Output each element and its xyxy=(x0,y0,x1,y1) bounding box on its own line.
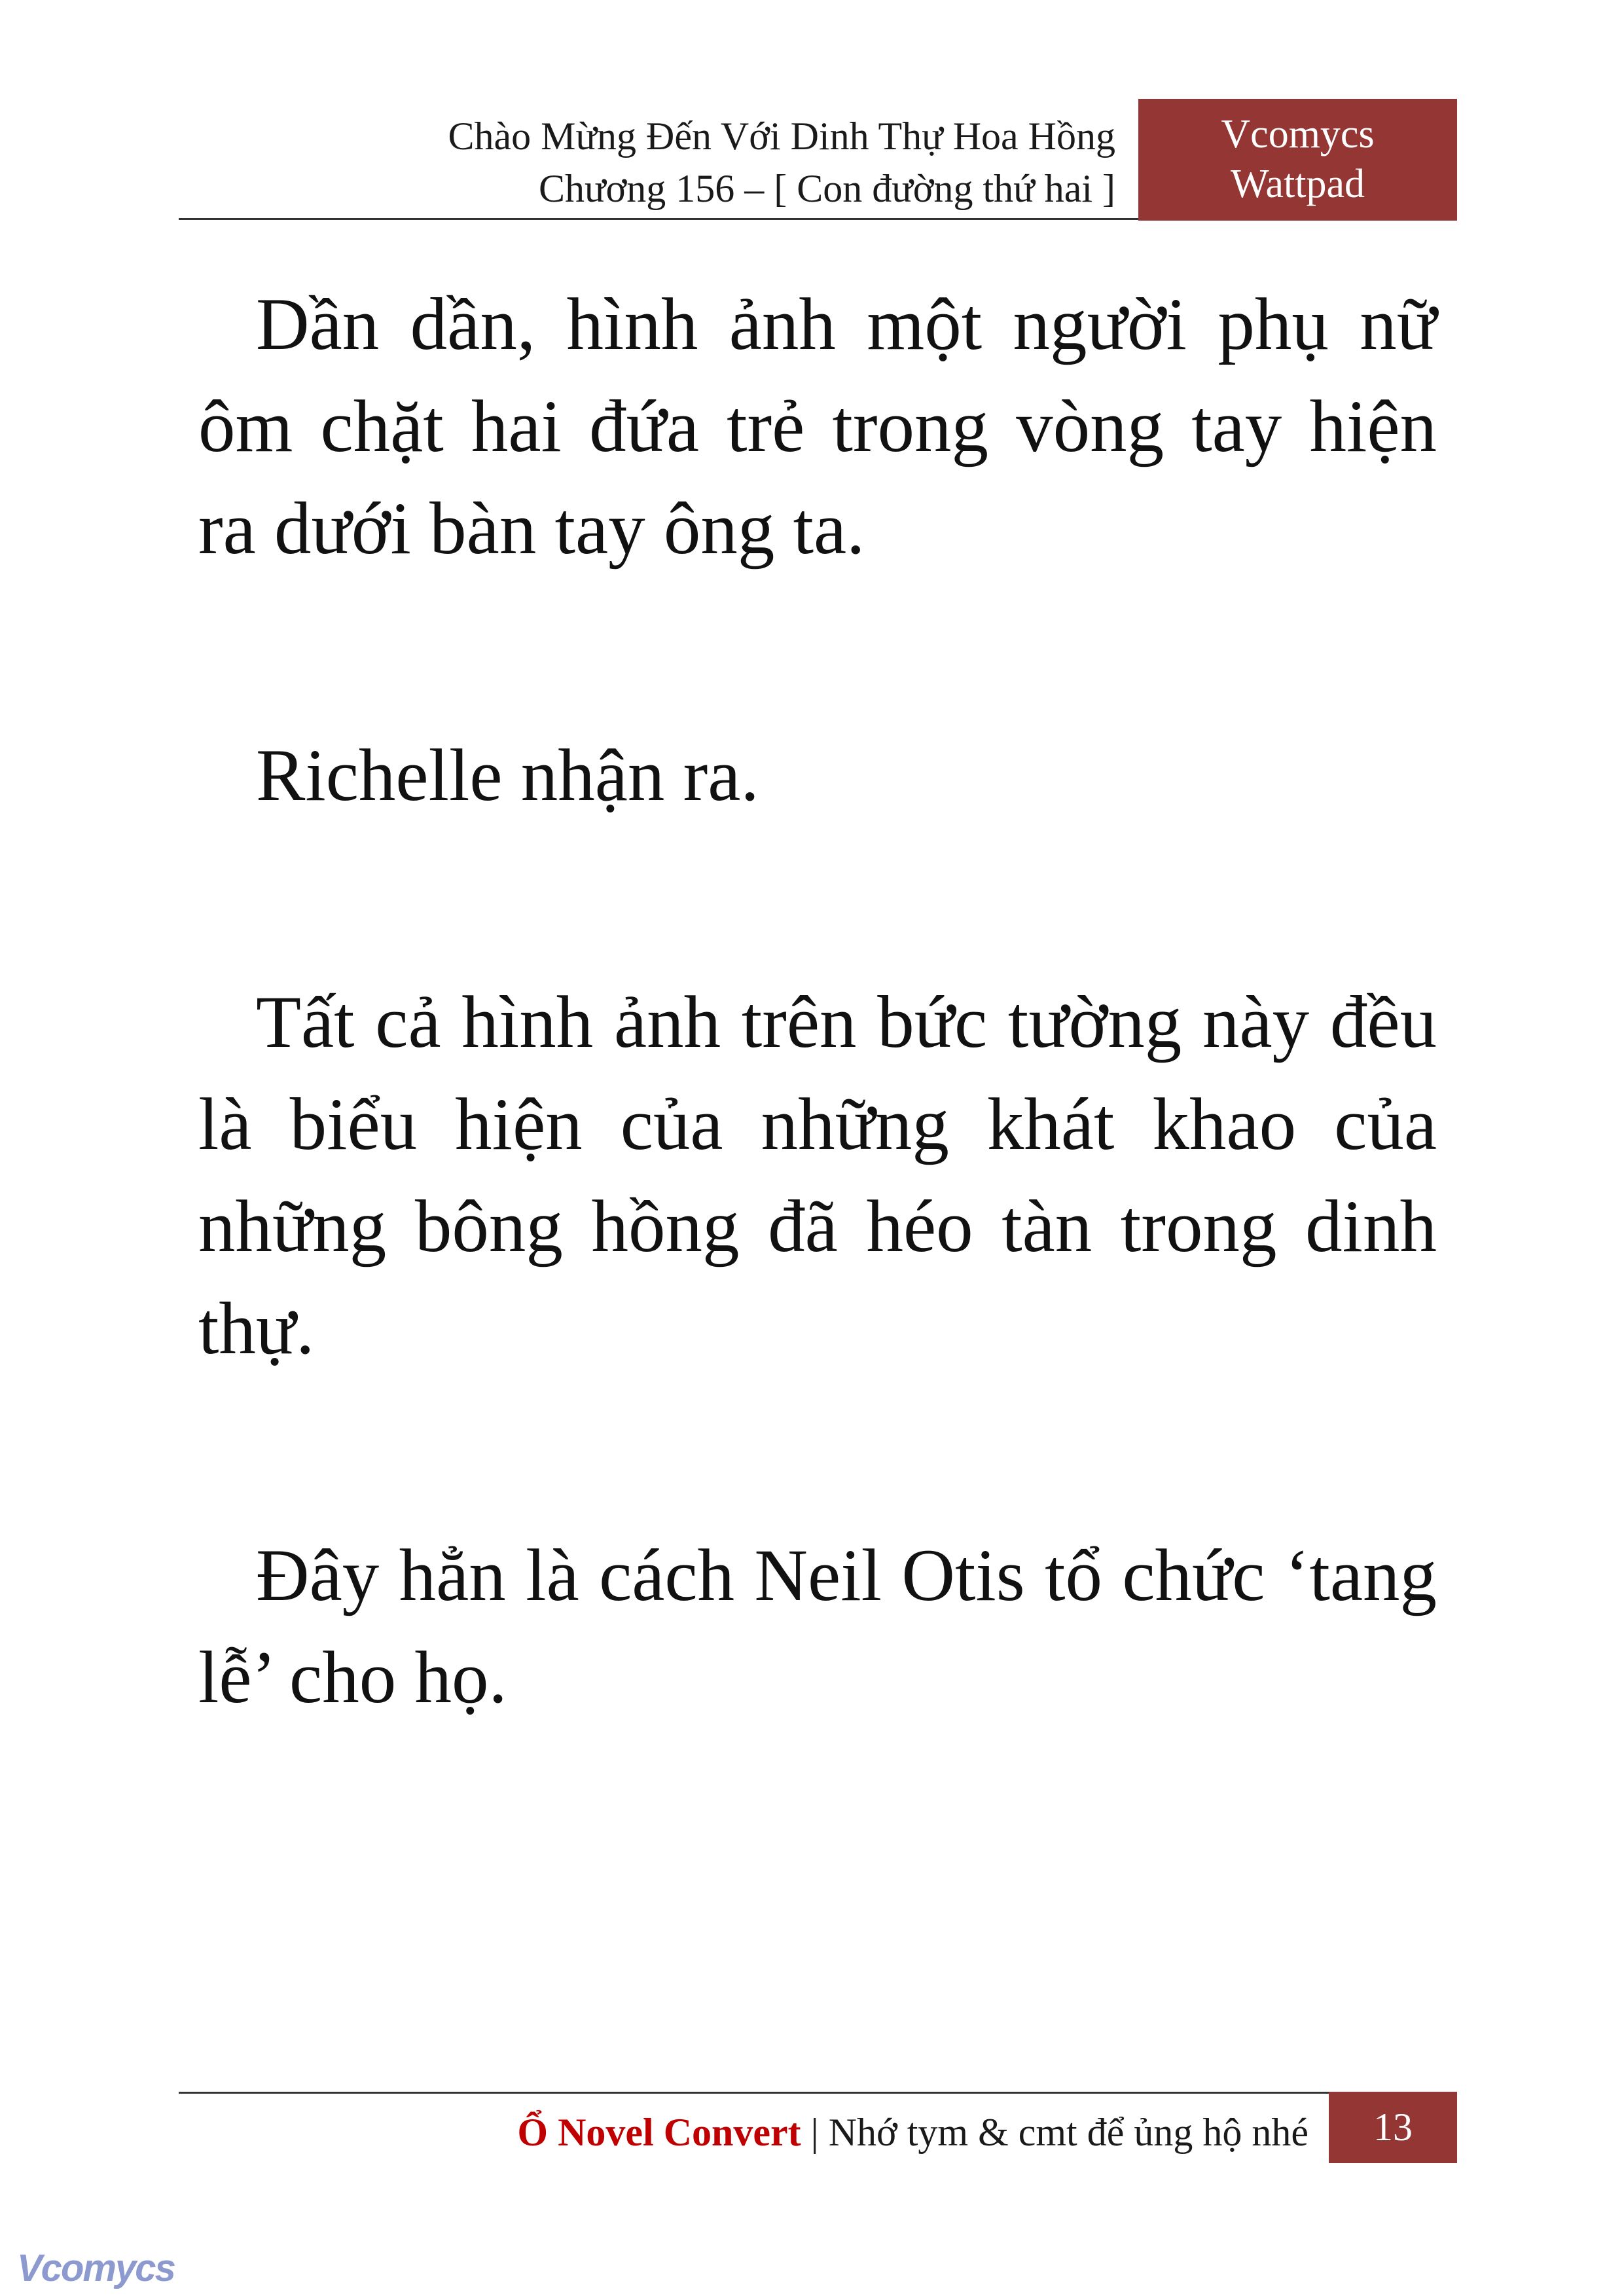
paragraph: Tất cả hình ảnh trên bức tường này đều là biểu hiện của những khát khao của những bông hồng đã héo tàn trong dinh thự. xyxy=(198,981,1437,1370)
footer-message: Nhớ tym & cmt để ủng hộ nhé xyxy=(828,2111,1308,2154)
footer-brand: Ổ Novel Convert xyxy=(517,2111,801,2154)
page-footer xyxy=(196,2106,1308,2159)
page-header xyxy=(199,110,1115,215)
footer-divider xyxy=(179,2092,1329,2094)
header-brand-box xyxy=(1138,99,1457,221)
page-number: 13 xyxy=(1329,2092,1457,2163)
chapter-title: Chương 156 – [ Con đường thứ hai ] xyxy=(539,167,1115,210)
chapter-body xyxy=(198,274,1437,1729)
watermark-logo: Vcomycs xyxy=(17,2247,175,2289)
brand-vcomycs: Vcomycs xyxy=(1221,112,1375,156)
paragraph: Richelle nhận ra. xyxy=(256,735,759,816)
book-title: Chào Mừng Đến Với Dinh Thự Hoa Hồng xyxy=(448,115,1115,158)
brand-wattpad: Wattpad xyxy=(1230,162,1365,206)
paragraph: Dần dần, hình ảnh một người phụ nữ ôm chặt hai đứa trẻ trong vòng tay hiện ra dưới bàn tay ông ta. xyxy=(198,283,1437,570)
paragraph: Đây hẳn là cách Neil Otis tổ chức ‘tang lễ’ cho họ. xyxy=(198,1535,1437,1719)
header-divider xyxy=(179,218,1138,220)
footer-separator: | xyxy=(801,2111,829,2154)
